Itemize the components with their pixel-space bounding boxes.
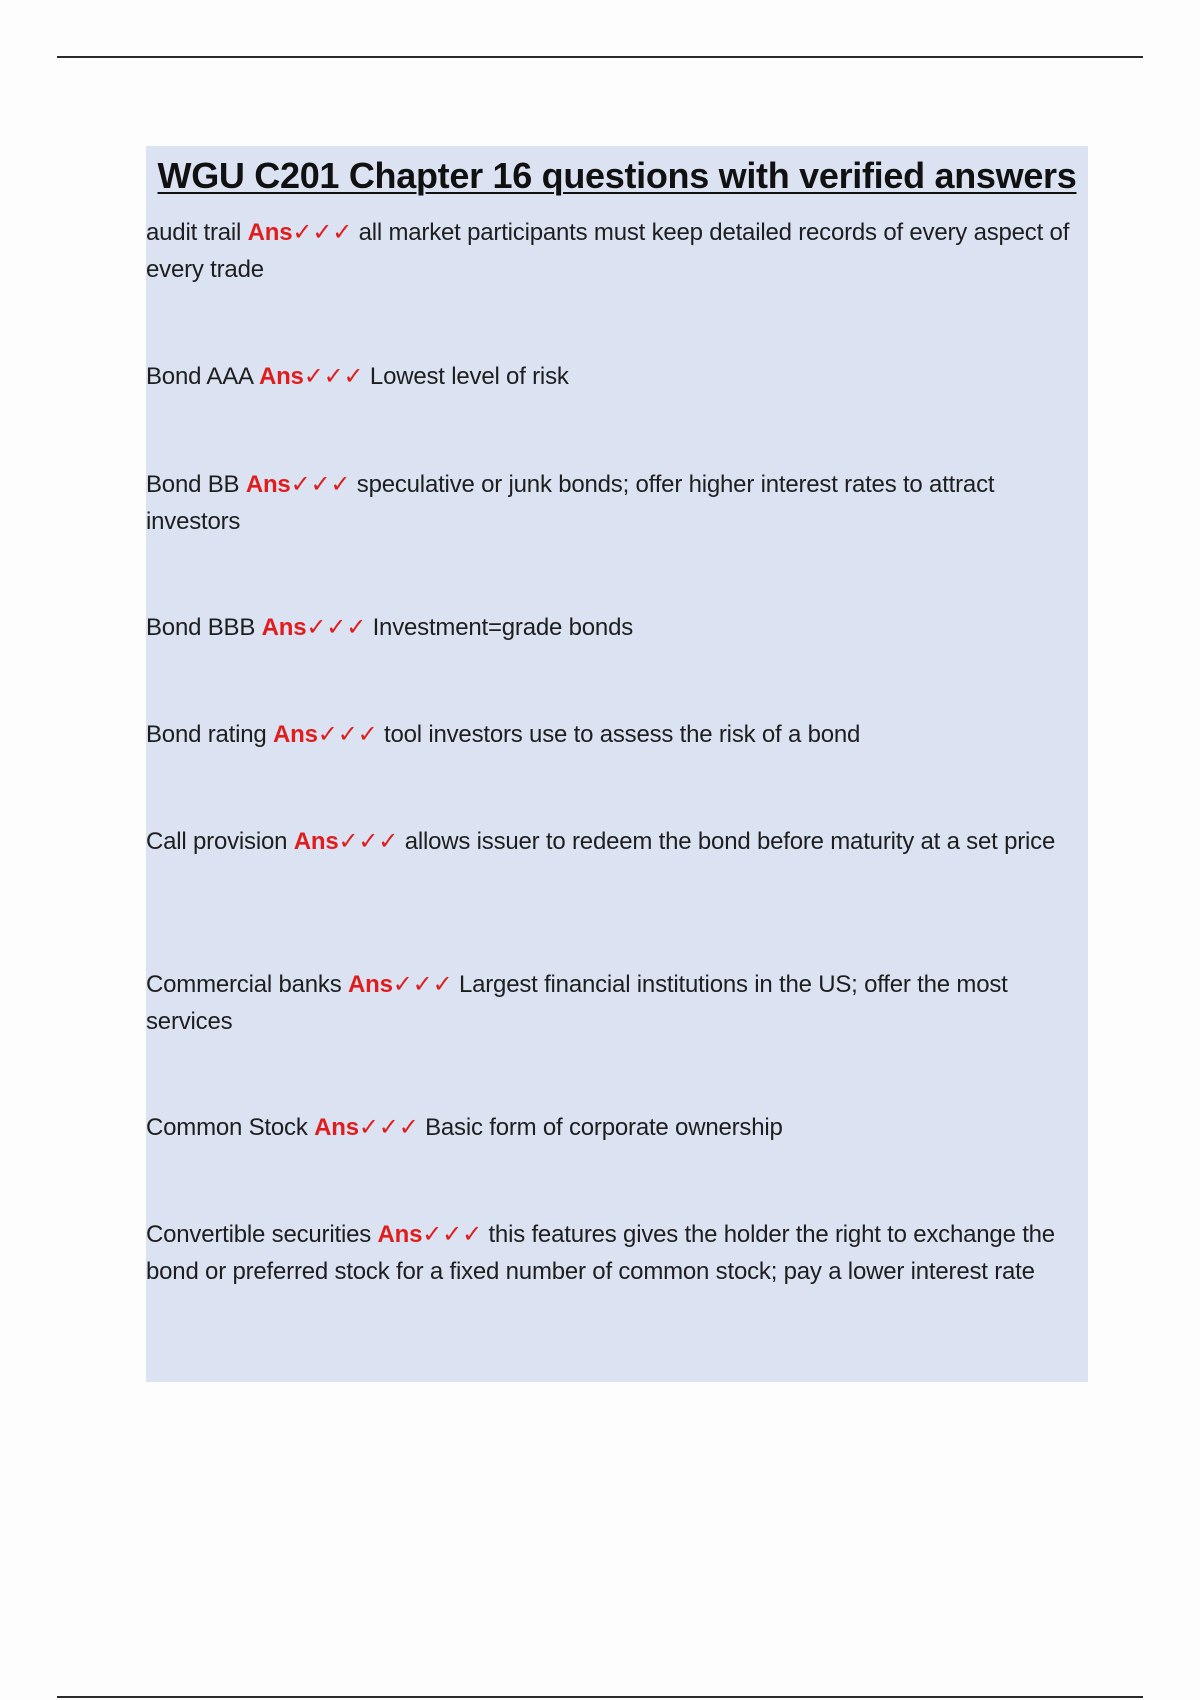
check-marks-icon: ✓✓✓ — [292, 219, 353, 246]
entry-definition: Investment=grade bonds — [372, 614, 634, 641]
check-marks-icon: ✓✓✓ — [290, 471, 351, 498]
entry-term: audit trail — [146, 219, 242, 246]
entry-term: Common Stock — [146, 1114, 308, 1141]
entry-bond-bbb — [146, 609, 1090, 646]
document-title: WGU C201 Chapter 16 questions with verified answers — [157, 155, 1077, 196]
check-marks-icon: ✓✓✓ — [392, 971, 453, 998]
entry-term: Convertible securities — [146, 1221, 372, 1248]
check-marks-icon: ✓✓✓ — [338, 828, 399, 855]
entry-commercial-banks — [146, 966, 1090, 1040]
entry-bond-aaa — [146, 358, 1090, 395]
entry-term: Bond BBB — [146, 614, 256, 641]
entry-definition: allows issuer to redeem the bond before maturity at a set price — [404, 828, 1056, 855]
answer-label: Ans — [273, 721, 318, 748]
entry-definition: speculative or junk bonds; offer higher interest rates to attract investors — [146, 471, 995, 535]
answer-label: Ans — [247, 219, 293, 246]
entry-definition: all market participants must keep detailed records of every aspect of every trade — [146, 219, 1070, 283]
entry-term: Commercial banks — [146, 971, 342, 998]
entry-term: Bond AAA — [146, 363, 253, 390]
entry-definition: this features gives the holder the right to exchange the bond or preferred stock for a fixed number of common stock; pay a lower interest rate — [146, 1221, 1055, 1285]
header-rule — [57, 56, 1143, 58]
entry-definition: tool investors use to assess the risk of a bond — [383, 721, 861, 748]
entry-call-provision — [146, 823, 1090, 860]
check-marks-icon: ✓✓✓ — [422, 1221, 482, 1248]
check-marks-icon: ✓✓✓ — [317, 721, 378, 748]
entry-term: Bond rating — [146, 721, 267, 748]
entry-common-stock — [146, 1109, 1090, 1146]
entry-definition: Lowest level of risk — [369, 363, 569, 390]
entry-audit-trail — [146, 214, 1090, 288]
entry-bond-bb — [146, 466, 1090, 540]
check-marks-icon: ✓✓✓ — [303, 363, 364, 390]
answer-label: Ans — [258, 363, 304, 390]
document-content — [146, 146, 1088, 1382]
answer-label: Ans — [377, 1221, 423, 1248]
entry-convertible-securities — [146, 1216, 1090, 1290]
answer-label: Ans — [314, 1114, 359, 1141]
entry-definition: Largest financial institutions in the US; offer the most services — [146, 971, 1008, 1035]
entry-term: Bond BB — [146, 471, 240, 498]
answer-label: Ans — [261, 614, 307, 641]
answer-label: Ans — [348, 971, 393, 998]
entry-bond-rating — [146, 716, 1090, 753]
check-marks-icon: ✓✓✓ — [358, 1114, 419, 1141]
answer-label: Ans — [293, 828, 339, 855]
entry-definition: Basic form of corporate ownership — [425, 1114, 783, 1141]
entry-term: Call provision — [146, 828, 288, 855]
footer-rule — [57, 1696, 1143, 1698]
answer-label: Ans — [245, 471, 291, 498]
check-marks-icon: ✓✓✓ — [306, 614, 367, 641]
